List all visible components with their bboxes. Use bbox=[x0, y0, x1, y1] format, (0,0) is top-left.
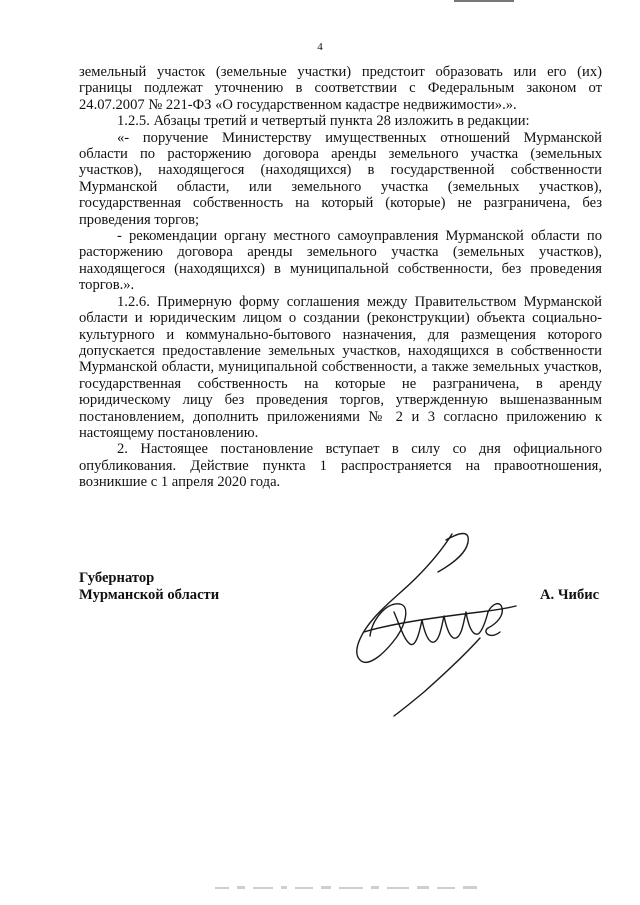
signatory-title-line-1: Губернатор bbox=[79, 570, 155, 586]
scan-noise bbox=[215, 884, 485, 892]
scan-edge-mark bbox=[454, 0, 514, 2]
paragraph-clause-1-2-6: 1.2.6. Примерную форму соглашения между Правительством Мурманской области и юридическим лицом о создании (реконструкции) объекта социально-культурного и коммунально-бытового назначения, для размещения которого допускается предоставление земельных участков, находящихся в собственности Мурманской области, муниципальной собственности, а также земельных участков, государственная собственность на которые не разграничена, в аренду юридическому лицу без проведения торгов, утвержденную вышеназванным постановлением, дополнить приложениями № 2 и 3 согласно приложению к настоящему постановлению. bbox=[79, 293, 602, 441]
document-body bbox=[79, 64, 602, 491]
signatory-name: А. Чибис bbox=[540, 587, 600, 603]
signatory-title-line-2: Мурманской области bbox=[79, 587, 220, 603]
paragraph-quote-recommendation: - рекомендации органу местного самоуправления Мурманской области по расторжению договора аренды земельного участка (земельных участков), находящегося (находящихся) в муниципальной собственности, без проведения торгов.». bbox=[79, 228, 602, 294]
page-number: 4 bbox=[317, 41, 323, 53]
paragraph-continuation: земельный участок (земельные участки) предстоит образовать или его (их) границы подлежат уточнению в соответствии с Федеральным законом от 24.07.2007 № 221-ФЗ «О государственном кадастре недвижимости».». bbox=[79, 64, 602, 113]
handwritten-signature bbox=[330, 520, 520, 720]
paragraph-quote-assignment: «- поручение Министерству имущественных отношений Мурманской области по расторжению договора аренды земельного участка (земельных участков), находящегося (находящихся) в государственной собственности Мурманской области, или земельного участка (земельных участков), государственная собственность на который (которые) не разграничена, без проведения торгов; bbox=[79, 129, 602, 228]
signatory-title bbox=[79, 570, 219, 604]
paragraph-clause-2: 2. Настоящее постановление вступает в силу со дня официального опубликования. Действие пункта 1 распространяется на правоотношения, возникшие с 1 апреля 2020 года. bbox=[79, 441, 602, 491]
paragraph-clause-1-2-5: 1.2.5. Абзацы третий и четвертый пункта 28 изложить в редакции: bbox=[117, 113, 530, 130]
